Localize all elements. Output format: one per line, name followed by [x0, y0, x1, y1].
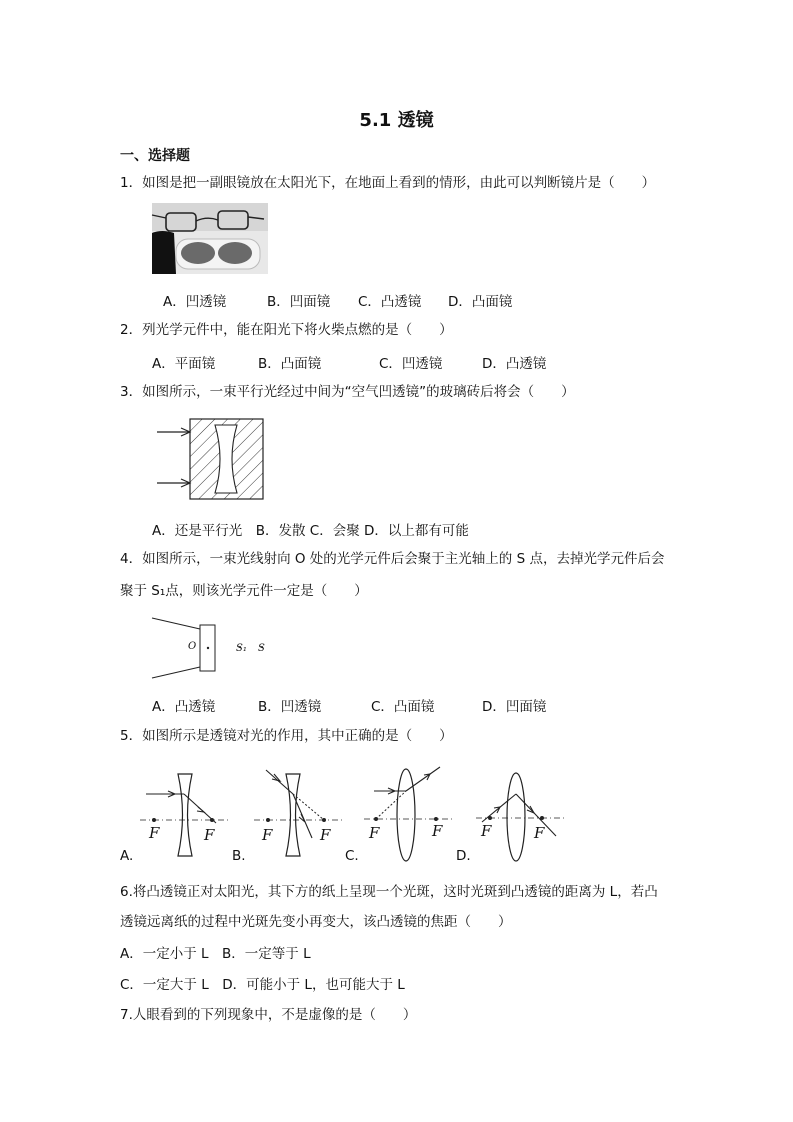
question-4-line2: 聚于 S₁点，则该光学元件一定是（ ） — [120, 583, 368, 599]
question-5-text: 5．如图所示是透镜对光的作用，其中正确的是（ ） — [120, 728, 453, 744]
focus-label-a1: F — [149, 824, 160, 842]
focus-label-d1: F — [481, 822, 492, 840]
focus-label-c1: F — [369, 824, 380, 842]
question-6-line1: 6.将凸透镜正对太阳光，其下方的纸上呈现一个光斑，这时光斑到凸透镜的距离为 L，若凸 — [120, 884, 658, 900]
question-1-text: 1．如图是把一副眼镜放在太阳光下，在地面上看到的情形，由此可以判断镜片是（ ） — [120, 175, 656, 191]
q6-options-row2: C．一定大于 L D．可能小于 L，也可能大于 L — [120, 977, 405, 993]
q2-option-d: D．凸透镜 — [482, 356, 547, 372]
lens-diagram-c — [364, 763, 454, 863]
q1-option-a: A．凹透镜 — [163, 294, 227, 310]
q4-option-d: D．凹面镜 — [482, 699, 547, 715]
q4-option-b: B．凹透镜 — [258, 699, 322, 715]
q1-option-d: D．凸面镜 — [448, 294, 513, 310]
label-s: S — [258, 643, 265, 654]
question-3-text: 3．如图所示，一束平行光经过中间为“空气凹透镜”的玻璃砖后将会（ ） — [120, 384, 575, 400]
q6-options-row1: A．一定小于 L B．一定等于 L — [120, 946, 311, 962]
q2-option-c: C．凹透镜 — [379, 356, 443, 372]
lens-diagram-a — [140, 770, 230, 862]
focus-label-a2: F — [204, 826, 215, 844]
panel-label-b: B. — [232, 848, 246, 864]
panel-label-d: D. — [456, 848, 471, 864]
panel-label-a: A. — [120, 848, 134, 864]
focus-label-b2: F — [320, 826, 331, 844]
q4-option-a: A．凸透镜 — [152, 699, 216, 715]
glass-brick-air-lens-figure — [155, 415, 267, 501]
q4-option-c: C．凸面镜 — [371, 699, 435, 715]
q1-option-c: C．凸透镜 — [358, 294, 422, 310]
label-o: O — [188, 641, 197, 652]
optical-element-figure — [152, 615, 272, 681]
focus-label-d2: F — [534, 824, 545, 842]
focus-label-c2: F — [432, 822, 443, 840]
section-heading: 一、选择题 — [120, 148, 190, 164]
lens-diagram-b — [254, 766, 344, 862]
page-title: 5.1 透镜 — [359, 110, 434, 131]
question-7-text: 7.人眼看到的下列现象中，不是虚像的是（ ） — [120, 1007, 417, 1023]
q3-options: A．还是平行光 B．发散 C．会聚 D．以上都有可能 — [152, 523, 469, 539]
q1-option-b: B．凹面镜 — [267, 294, 331, 310]
focus-label-b1: F — [262, 826, 273, 844]
panel-label-c: C. — [345, 848, 359, 864]
glasses-shadow-photo — [152, 203, 268, 274]
q2-option-b: B．凸面镜 — [258, 356, 322, 372]
question-4-line1: 4．如图所示，一束光线射向 O 处的光学元件后会聚于主光轴上的 S 点，去掉光学元件后会 — [120, 551, 665, 567]
label-s1: S₁ — [236, 643, 247, 654]
question-6-line2: 透镜远离纸的过程中光斑先变小再变大，该凸透镜的焦距（ ） — [120, 914, 512, 930]
lens-diagram-d — [476, 770, 566, 864]
q2-option-a: A．平面镜 — [152, 356, 216, 372]
question-2-text: 2．列光学元件中，能在阳光下将火柴点燃的是（ ） — [120, 322, 453, 338]
